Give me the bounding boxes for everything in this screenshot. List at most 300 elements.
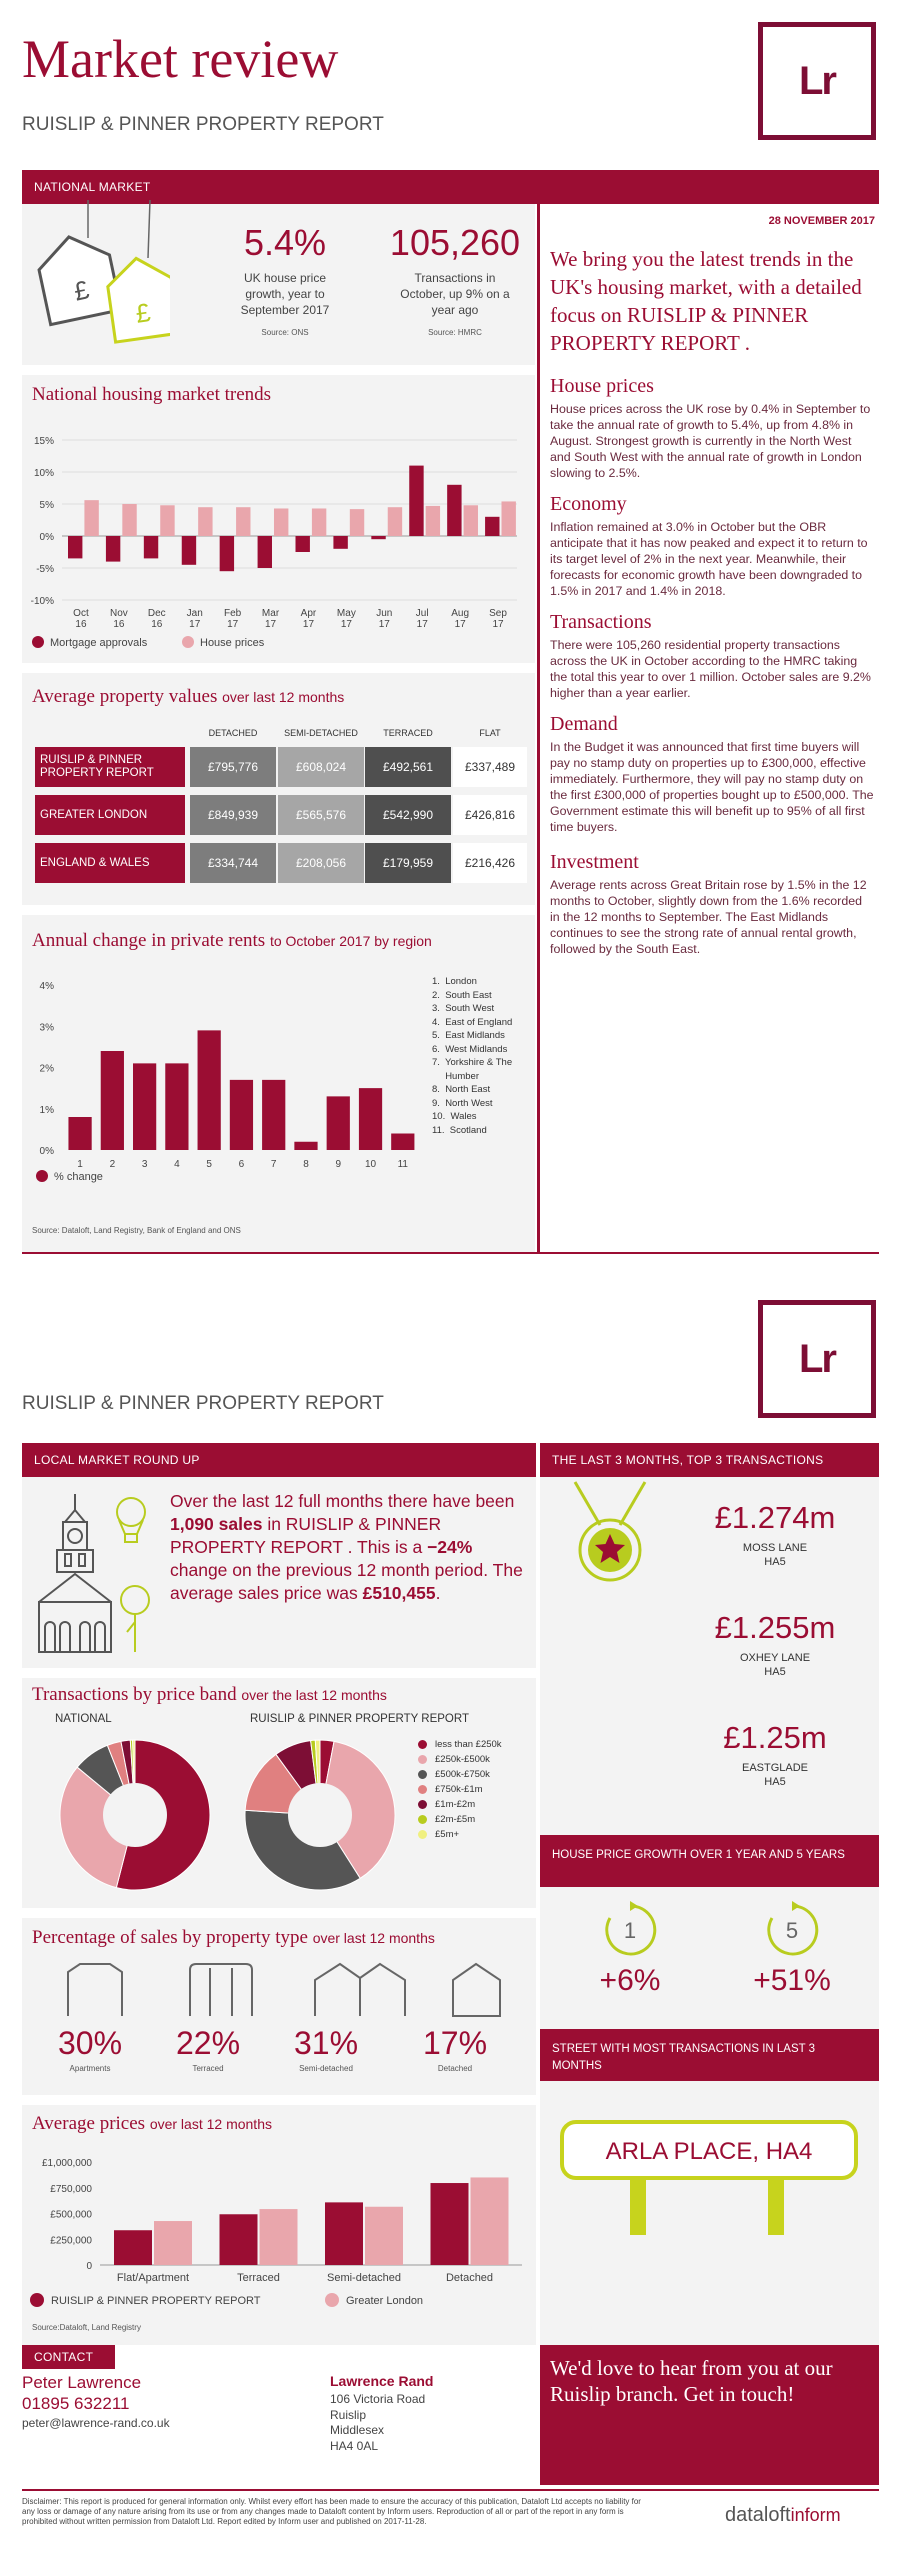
rent-bar — [327, 1096, 350, 1150]
commentary-section — [550, 375, 875, 481]
y-tick-label: 5% — [39, 500, 54, 511]
section-bar-street: STREET WITH MOST TRANSACTIONS IN LAST 3 MONTHS — [540, 2029, 879, 2081]
legend-item — [418, 1782, 533, 1797]
local-bar — [114, 2230, 152, 2265]
band-sub-text: over the last 12 months — [241, 1687, 387, 1703]
growth-stat — [717, 1900, 867, 1998]
stat-transactions — [380, 222, 530, 337]
roundup-sales: 1,090 sales — [170, 1514, 263, 1534]
growth-stats — [545, 1900, 875, 2020]
property-type-icons — [60, 1960, 520, 2020]
transaction-postcode: HA5 — [764, 1556, 786, 1568]
house-tags-icon — [30, 200, 170, 350]
legend-label: £1m-£2m — [435, 1799, 476, 1810]
commentary-text: Inflation remained at 3.0% in October but the OBR anticipate that it has now peaked and expect it to return to its target level of 2% in the next year. Meanwhile, their forecasts for economic growth have been downgraded to 1.5% in 2017 and 1.4% in 2018. — [550, 520, 868, 598]
legend-label: Greater London — [346, 2295, 424, 2307]
pie-hole — [288, 1783, 352, 1847]
medal-icon — [560, 1480, 660, 1590]
roundup-part: . — [435, 1583, 441, 1603]
rent-bar — [198, 1030, 221, 1150]
table-cell: £795,776 — [190, 747, 276, 787]
region-item: 5. East Midlands — [432, 1030, 505, 1041]
commentary-section — [550, 713, 875, 835]
y-tick-label: 3% — [39, 1022, 54, 1034]
x-tick-label: Detached — [445, 2272, 494, 2284]
report-date: 28 NOVEMBER 2017 — [768, 215, 875, 227]
local-bar — [220, 2214, 258, 2265]
growth-percent: +6% — [599, 1964, 661, 1997]
house-prices-bar — [464, 505, 478, 536]
section-bar-top3: THE LAST 3 MONTHS, TOP 3 TRANSACTIONS — [540, 1443, 879, 1477]
region-item: 8. North East — [432, 1084, 491, 1095]
pie-national — [55, 1735, 215, 1895]
greater-london-bar — [471, 2177, 509, 2265]
company-address — [330, 2392, 425, 2454]
y-tick-label: -10% — [30, 596, 54, 607]
table-header: TERRACED — [383, 728, 433, 738]
growth-arrowhead — [792, 1901, 800, 1911]
house-prices-bar — [426, 506, 440, 536]
commentary-heading: Transactions — [550, 611, 652, 633]
cta-text: We'd love to hear from you at our Ruislip branch. Get in touch! — [550, 2356, 833, 2406]
type-label: Detached — [437, 2064, 473, 2073]
y-tick-label: £1,000,000 — [41, 2158, 92, 2169]
legend-label: House prices — [200, 637, 265, 649]
y-tick-label: £250,000 — [50, 2235, 92, 2247]
detached-icon — [453, 1964, 500, 2016]
roundup-part: in RUISLIP & PINNER PROPERTY REPORT . This is a — [170, 1514, 442, 1557]
house-prices-bar — [236, 507, 250, 536]
type-label: Terraced — [192, 2064, 224, 2073]
table-row-label: GREATER LONDON — [35, 795, 185, 835]
growth-stat — [555, 1900, 705, 1998]
greater-london-bar — [154, 2221, 192, 2265]
y-tick-label: 4% — [39, 981, 54, 992]
region-item: 3. South West — [432, 1003, 495, 1014]
legend-marker — [30, 2293, 44, 2307]
region-list — [432, 975, 532, 1137]
x-tick-label: Dec — [147, 608, 166, 619]
transaction-price: £1.255m — [714, 1610, 836, 1645]
x-tick-label: 7 — [270, 1159, 277, 1170]
table-cell: £208,056 — [278, 843, 364, 883]
x-tick-label: 1 — [77, 1159, 83, 1170]
x-tick-label: 17 — [454, 619, 466, 630]
x-tick-label: 3 — [141, 1159, 148, 1170]
region-item: 9. North West — [432, 1097, 493, 1109]
x-tick-label: Jun — [376, 608, 393, 619]
region-item: 11. Scotland — [432, 1124, 487, 1136]
avg-prices-chart — [22, 2150, 532, 2310]
rents-chart — [22, 970, 422, 1190]
y-tick-label: 15% — [33, 436, 54, 447]
mortgage-approvals-bar — [371, 536, 385, 539]
y-tick-label: -5% — [36, 564, 54, 575]
roundup-part: Over the last 12 full months there have been — [170, 1491, 515, 1511]
property-type-stat — [35, 2025, 145, 2073]
region-item: 6. West Midlands — [432, 1043, 508, 1055]
legend-marker — [182, 636, 194, 648]
legend-label: £250k-£500k — [435, 1754, 490, 1765]
y-tick-label: 10% — [33, 468, 54, 479]
type-percent: 17% — [422, 2025, 488, 2061]
x-tick-label: 9 — [335, 1159, 342, 1170]
logo: Lr — [758, 22, 876, 140]
commentary-heading: Investment — [550, 851, 639, 873]
rents-title-text: Annual change in private rents — [32, 930, 266, 951]
x-tick-label: Flat/Apartment — [116, 2272, 190, 2284]
house-prices-bar — [274, 508, 288, 536]
x-tick-label: Terraced — [237, 2272, 280, 2284]
growth-circle-icon — [762, 1900, 822, 1960]
x-tick-label: Jan — [186, 608, 203, 619]
y-tick-label: 0 — [86, 2261, 92, 2272]
region-item: 1. London — [432, 976, 477, 987]
x-tick-label: 17 — [416, 619, 428, 630]
type-percent: 31% — [293, 2025, 359, 2061]
mortgage-approvals-bar — [485, 517, 499, 536]
logo-page2: Lr — [758, 1300, 876, 1418]
legend-item — [418, 1812, 533, 1827]
spacer — [22, 2095, 536, 2105]
type-label: Apartments — [69, 2064, 111, 2073]
stat-transactions-value: 105,260 — [389, 222, 521, 263]
avg-values-table — [35, 725, 530, 895]
x-tick-label: Sep — [489, 608, 507, 619]
top-transaction — [680, 1500, 870, 1568]
house-prices-bar — [501, 501, 515, 536]
rent-bar — [133, 1063, 156, 1150]
top-transaction — [680, 1720, 870, 1788]
intro-text: We bring you the latest trends in the UK's housing market, with a detailed focus on RUISLIP & PINNER PROPERTY REPORT . — [550, 247, 862, 355]
roundup-price: £510,455 — [362, 1583, 436, 1603]
transaction-price: £1.274m — [714, 1500, 836, 1535]
report-subtitle-page2: RUISLIP & PINNER PROPERTY REPORT — [22, 1393, 384, 1414]
rent-bar — [68, 1117, 91, 1150]
region-item: 10. Wales — [432, 1111, 477, 1122]
house-prices-bar — [350, 509, 364, 536]
legend-label: £500k-£750k — [435, 1769, 490, 1780]
street-name: ARLA PLACE, HA4 — [605, 2138, 813, 2165]
table-cell: £542,990 — [365, 795, 451, 835]
section-bar-growth: HOUSE PRICE GROWTH OVER 1 YEAR AND 5 YEARS — [540, 1835, 879, 1887]
legend-marker — [32, 636, 44, 648]
x-tick-label: 2 — [109, 1159, 116, 1170]
avg-values-title — [32, 686, 344, 708]
table-cell: £565,576 — [278, 795, 364, 835]
section-bar-local: LOCAL MARKET ROUND UP — [22, 1443, 536, 1477]
x-tick-label: 17 — [264, 619, 277, 630]
page1-source: Source: Dataloft, Land Registry, Bank of England and ONS — [32, 1226, 241, 1235]
commentary-text: Average rents across Great Britain rose by 1.5% in the 12 months to October, slightly down from the 1.6% recorded in the 12 months to September. The East Midlands continues to see the strong rate of annual rental growth, followed by the South East. — [550, 878, 867, 956]
house-prices-bar — [198, 507, 212, 536]
property-type-stat — [400, 2025, 510, 2073]
transaction-street: EASTGLADE — [741, 1762, 809, 1774]
legend-marker — [418, 1755, 427, 1764]
legend-marker — [418, 1830, 427, 1839]
x-tick-label: 4 — [174, 1159, 180, 1170]
table-cell: £337,489 — [453, 747, 527, 787]
house-prices-bar — [160, 505, 174, 536]
town-hall-icon — [35, 1492, 160, 1662]
region-item: 4. East of England — [432, 1016, 513, 1028]
property-type-stat — [271, 2025, 381, 2073]
mortgage-approvals-bar — [182, 536, 196, 565]
rent-bar — [391, 1134, 414, 1151]
legend-item — [418, 1767, 533, 1782]
legend-item — [418, 1737, 533, 1752]
x-tick-label: 8 — [303, 1159, 309, 1170]
commentary — [550, 375, 875, 969]
semi-detached-icon — [315, 1964, 405, 2016]
transaction-price: £1.25m — [723, 1720, 827, 1755]
x-tick-label: 17 — [302, 619, 315, 630]
region-item: 2. South East — [432, 989, 492, 1001]
type-label: Semi-detached — [299, 2064, 353, 2073]
x-tick-label: 16 — [113, 619, 125, 630]
stat-growth — [220, 222, 350, 337]
transaction-street: MOSS LANE — [742, 1542, 808, 1554]
legend-item — [418, 1827, 533, 1842]
local-bar — [431, 2183, 469, 2265]
avg-sub-text: over last 12 months — [222, 689, 345, 705]
y-tick-label: 1% — [39, 1104, 54, 1116]
svg-text:£: £ — [133, 297, 153, 329]
company-name: Lawrence Rand — [330, 2373, 434, 2389]
x-tick-label: Aug — [451, 608, 470, 619]
x-tick-label: Apr — [300, 608, 317, 619]
rent-bar — [359, 1088, 382, 1150]
band-title — [32, 1684, 387, 1706]
report-subtitle: RUISLIP & PINNER PROPERTY REPORT — [22, 114, 384, 135]
table-cell: £216,426 — [453, 843, 527, 883]
avgp-title — [32, 2113, 272, 2135]
table-header: FLAT — [479, 728, 501, 738]
table-cell: £849,939 — [190, 795, 276, 835]
greater-london-bar — [260, 2209, 298, 2265]
legend-label: less than £250k — [435, 1739, 502, 1750]
house-prices-bar — [122, 504, 136, 536]
x-tick-label: 11 — [397, 1159, 408, 1170]
legend-label: Mortgage approvals — [50, 637, 148, 649]
section-bar-contact: CONTACT — [22, 2345, 115, 2369]
apartment-icon — [68, 1964, 122, 2016]
legend-label: £5m+ — [435, 1829, 460, 1840]
transaction-postcode: HA5 — [764, 1666, 786, 1678]
mortgage-approvals-bar — [333, 536, 347, 549]
rents-sub-text: to October 2017 by region — [269, 933, 432, 949]
x-tick-label: 17 — [492, 619, 504, 630]
contact-email[interactable]: peter@lawrence-rand.co.uk — [22, 2416, 170, 2430]
growth-circle-icon — [600, 1900, 660, 1960]
commentary-heading: Demand — [550, 713, 618, 735]
terraced-icon — [190, 1964, 252, 2016]
rent-bar — [230, 1080, 253, 1150]
table-row-label: RUISLIP & PINNER PROPERTY REPORT — [35, 747, 185, 787]
type-title — [32, 1927, 435, 1949]
rent-bar — [294, 1142, 317, 1150]
table-header: SEMI-DETACHED — [284, 728, 358, 738]
avg-title-text: Average property values — [32, 686, 218, 707]
commentary-text: There were 105,260 residential property transactions across the UK in October according to the HMRC taking the total this year to over 1 million. October sales are 9.2% higher than a year earlier. — [550, 638, 871, 700]
stat-growth-source: Source: ONS — [261, 328, 309, 337]
pie-national-label: NATIONAL — [55, 1713, 112, 1725]
address-line: Ruislip — [330, 2407, 367, 2422]
pie-local-label: RUISLIP & PINNER PROPERTY REPORT — [250, 1713, 469, 1725]
local-bar — [325, 2202, 363, 2265]
growth-arrowhead — [630, 1901, 638, 1911]
commentary-section — [550, 851, 875, 957]
mortgage-approvals-bar — [296, 536, 310, 552]
legend-marker — [36, 1170, 48, 1182]
brand-logo: dataloftinform — [725, 2504, 841, 2526]
legend-label: RUISLIP & PINNER PROPERTY REPORT — [51, 2295, 261, 2307]
avgp-source: Source:Dataloft, Land Registry — [32, 2323, 141, 2332]
stat-transactions-source: Source: HMRC — [428, 328, 482, 337]
address-line: HA4 0AL — [330, 2438, 379, 2453]
table-cell: £492,561 — [365, 747, 451, 787]
page-title: Market review — [22, 29, 339, 89]
stat-growth-value: 5.4% — [243, 222, 327, 263]
legend-item — [418, 1752, 533, 1767]
stat-transactions-label: Transactions in October, up 9% on a year ago — [400, 271, 510, 317]
pie-hole — [103, 1783, 167, 1847]
pie-legend — [418, 1737, 533, 1842]
commentary-section — [550, 493, 875, 599]
mortgage-approvals-bar — [220, 536, 234, 571]
contact-name: Peter Lawrence — [22, 2373, 142, 2392]
legend-label: % change — [54, 1171, 103, 1183]
stat-growth-label: UK house price growth, year to September 2017 — [240, 271, 330, 317]
y-tick-label: 2% — [39, 1063, 54, 1075]
spacer — [22, 663, 535, 673]
spacer — [22, 905, 535, 915]
table-cell: £179,959 — [365, 843, 451, 883]
legend-marker — [418, 1740, 427, 1749]
growth-years: 1 — [623, 1918, 637, 1943]
disclaimer: Disclaimer: This report is produced for general information only. Whilst every effort has been made to ensure the accuracy of this publication, Dataloft Ltd accepts no liability for any loss or damage of any nature arising from its use or from any changes made to Dataloft content by Inform users. Reproduction of all or part of the report in any form is prohibited without written permission from Dataloft Ltd. Report edited by Inform user and published on 2017-11-28. — [22, 2497, 641, 2526]
top-transaction — [680, 1610, 870, 1678]
legend-marker — [418, 1815, 427, 1824]
type-percent: 30% — [57, 2025, 123, 2061]
property-type-stat — [153, 2025, 263, 2073]
roundup-text — [170, 1490, 530, 1605]
y-tick-label: £500,000 — [50, 2209, 92, 2221]
x-tick-label: Jul — [415, 608, 429, 619]
x-tick-label: 16 — [75, 619, 87, 630]
mortgage-approvals-bar — [409, 466, 423, 536]
legend-marker — [325, 2293, 339, 2307]
pie-local — [240, 1735, 400, 1895]
divider — [537, 204, 540, 1254]
legend-label: £750k-£1m — [435, 1784, 483, 1795]
x-tick-label: May — [336, 608, 356, 619]
mortgage-approvals-bar — [447, 485, 461, 536]
svg-text:£: £ — [71, 274, 92, 307]
table-header: DETACHED — [208, 728, 258, 738]
commentary-text: House prices across the UK rose by 0.4% in September to take the annual rate of growth to 5.4%, up from 4.8% in August. Strongest growth is currently in the North West and South West with the annual rate of growth in London slowing to 2.5%. — [550, 402, 871, 480]
table-cell: £608,024 — [278, 747, 364, 787]
legend-marker — [418, 1770, 427, 1779]
spacer — [22, 365, 535, 375]
rent-bar — [165, 1063, 188, 1150]
mortgage-approvals-bar — [68, 536, 82, 558]
house-prices-bar — [388, 507, 402, 536]
trends-chart — [22, 420, 532, 655]
house-prices-bar — [312, 508, 326, 536]
transaction-postcode: HA5 — [764, 1776, 786, 1788]
region-item: Humber — [432, 1070, 479, 1082]
table-cell: £426,816 — [453, 795, 527, 835]
section-bar-national: NATIONAL MARKET — [22, 170, 879, 204]
x-tick-label: 6 — [238, 1159, 245, 1170]
commentary-heading: Economy — [550, 493, 627, 515]
x-tick-label: Nov — [109, 608, 128, 619]
transaction-street: OXHEY LANE — [739, 1652, 811, 1664]
x-tick-label: Semi-detached — [327, 2272, 401, 2284]
avgp-sub-text: over last 12 months — [149, 2116, 272, 2132]
spacer — [22, 1668, 536, 1678]
table-row-label: ENGLAND & WALES — [35, 843, 185, 883]
roundup-change: −24% — [427, 1537, 473, 1557]
avgp-title-text: Average prices — [32, 2113, 146, 2134]
legend-item — [418, 1797, 533, 1812]
x-tick-label: 17 — [189, 619, 201, 630]
rent-bar — [101, 1051, 124, 1150]
mortgage-approvals-bar — [258, 536, 272, 568]
contact-phone[interactable]: 01895 632211 — [22, 2394, 130, 2413]
address-line: Middlesex — [330, 2423, 385, 2437]
legend-marker — [418, 1785, 427, 1794]
rent-bar — [262, 1080, 285, 1150]
x-tick-label: 10 — [364, 1159, 377, 1170]
divider — [22, 1252, 879, 1254]
growth-percent: +51% — [753, 1964, 831, 1997]
spacer — [22, 1908, 536, 1918]
x-tick-label: Feb — [224, 608, 242, 619]
growth-years: 5 — [785, 1918, 799, 1943]
region-item: 7. Yorkshire & The — [432, 1057, 513, 1068]
divider — [22, 2489, 879, 2491]
type-sub-text: over last 12 months — [312, 1930, 435, 1946]
mortgage-approvals-bar — [144, 536, 158, 558]
x-tick-label: Oct — [73, 608, 89, 619]
legend-marker — [418, 1800, 427, 1809]
commentary-text: In the Budget it was announced that first time buyers will pay no stamp duty on properties up to £300,000, effective immediately. Furthermore, they will pay no stamp duty on the first £300,000 of properties bought up to £500,000. The Government estimate this will benefit up to 95% of all first time buyers. — [550, 740, 874, 834]
house-prices-bar — [84, 500, 98, 536]
trends-title: National housing market trends — [32, 384, 272, 405]
rents-title — [32, 930, 432, 952]
greater-london-bar — [365, 2207, 403, 2265]
mortgage-approvals-bar — [106, 536, 120, 562]
type-title-text: Percentage of sales by property type — [32, 1927, 308, 1948]
y-tick-label: 0% — [39, 1146, 54, 1157]
address-line: 106 Victoria Road — [330, 2392, 426, 2406]
band-title-text: Transactions by price band — [32, 1684, 237, 1705]
x-tick-label: 16 — [151, 619, 163, 630]
commentary-heading: House prices — [550, 375, 654, 397]
legend-label: £2m-£5m — [435, 1814, 476, 1825]
y-tick-label: 0% — [39, 532, 54, 543]
y-tick-label: £750,000 — [50, 2183, 92, 2195]
x-tick-label: 17 — [227, 619, 239, 630]
commentary-section — [550, 611, 875, 701]
roundup-part: change on the previous 12 month period. The average sales price was — [170, 1560, 523, 1603]
x-tick-label: Mar — [261, 608, 280, 619]
table-cell: £334,744 — [190, 843, 276, 883]
x-tick-label: 17 — [340, 619, 352, 630]
x-tick-label: 17 — [378, 619, 390, 630]
